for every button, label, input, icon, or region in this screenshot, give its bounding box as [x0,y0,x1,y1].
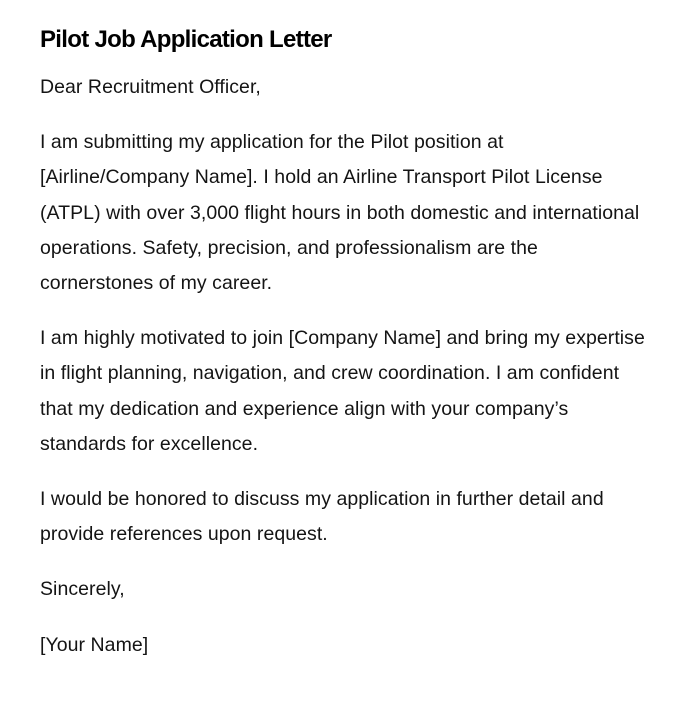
salutation: Dear Recruitment Officer, [40,76,261,98]
body-paragraph-2: I am highly motivated to join [Company Name] and bring my expertise in flight planning, navigation, and crew coordination. I am confident that my dedication and experience align with your company’s standards for excellence. [40,327,645,455]
body-paragraph-3: I would be honored to discuss my application in further detail and provide references upon request. [40,488,604,546]
closing: Sincerely, [40,578,125,601]
signature-placeholder: [Your Name] [40,633,149,656]
document-title: Pilot Job Application Letter [40,26,332,53]
body-paragraph-1: I am submitting my application for the Pilot position at [Airline/Company Name]. I hold an Airline Transport Pilot License (ATPL) with over 3,000 flight hours in both domestic and international operations. Safety, precision, and professionalism are the cornerstones of my career. [40,131,640,295]
letter [40,24,652,683]
